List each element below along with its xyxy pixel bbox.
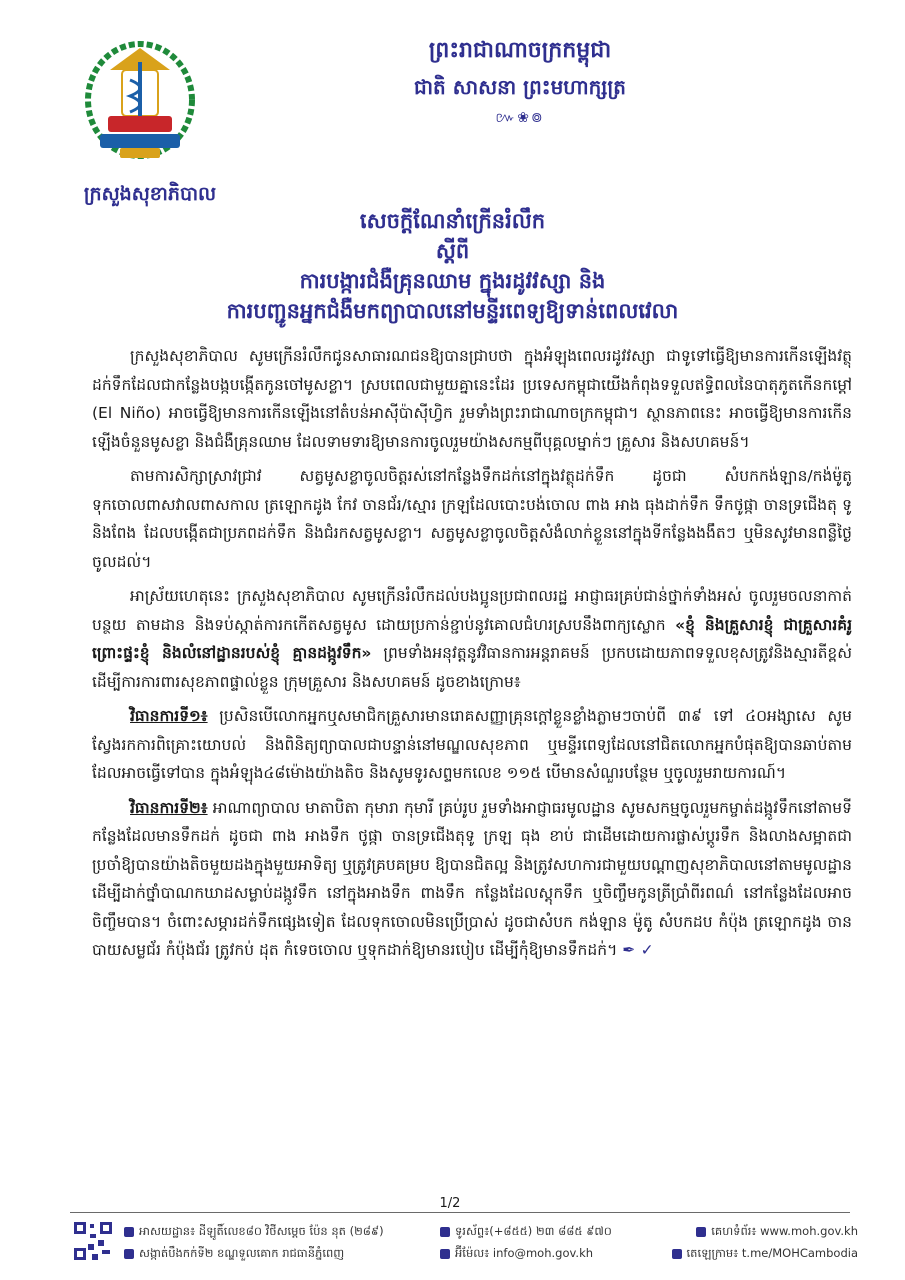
address-line-1: អាសយដ្ឋាន៖ ដីឡូតិ៍លេខ៨០ វិថីសម្ដេច ប៉ែន នុត (២៨៩) [139, 1224, 384, 1238]
ministry-logo [80, 40, 200, 170]
measure-1 [92, 702, 852, 788]
ornament-divider: ៚❀៙ [495, 110, 545, 126]
kingdom-heading: ព្រះរាជាណាចក្រកម្ពុជា [428, 37, 612, 63]
appeal-text: អាស្រ័យហេតុនេះ ក្រសួងសុខាភិបាល សូមក្រើនរំលឹកដល់បងប្អូនប្រជាពលរដ្ឋ អាជ្ញាធរគ្រប់ជាន់ថ្នាក់ទាំងអស់ ចូលរួមចលនាកាត់បន្ថយ តាមដាន និងទប់ស្កាត់ការកកើតសត្វមូស ដោយប្រកាន់ខ្ជាប់នូវគោលជំហរស្របនឹងពាក្យស្លោក [92, 587, 852, 634]
page-number: 1/2 [439, 1196, 461, 1211]
website-link[interactable]: គេហទំព័រ៖ www.moh.gov.kh [711, 1224, 858, 1238]
national-motto: ជាតិ សាសនា ព្រះមហាក្សត្រ [414, 75, 626, 99]
telegram-icon [672, 1249, 682, 1259]
initial-signature: ✒ ✓ [622, 941, 654, 959]
appeal-text-continued: ព្រមទាំងអនុវត្តនូវវិធានការអន្តរាគមន៍ ប្រកបដោយភាពទទួលខុសត្រូវនិងស្មារតីខ្ពស់ ដើម្បីការការពារសុខភាពផ្ទាល់ខ្លួន ក្រុមគ្រួសារ និងសហគមន៍ ដូចខាងក្រោម៖ [92, 644, 853, 691]
globe-icon [696, 1227, 706, 1237]
email-address[interactable]: អ៊ីម៉ែល៖ info@moh.gov.kh [455, 1246, 594, 1260]
email-icon [440, 1249, 450, 1259]
phone-icon [440, 1227, 450, 1237]
telegram-link[interactable]: តេឡេក្រាម៖ t.me/MOHCambodia [686, 1246, 858, 1260]
title-subject-2: ការបញ្ជូនអ្នកជំងឺមកព្យាបាលនៅមន្ទីរពេទ្យឱ្យទាន់ពេលវេលា [226, 298, 679, 323]
measure-1-label: វិធានការទី១៖ [130, 707, 208, 725]
measure-2 [92, 794, 852, 965]
document-body [92, 342, 852, 971]
address-line-2: សង្កាត់បឹងកក់ទី២ ខណ្ឌទួលគោក រាជធានីភ្នំពេញ [139, 1246, 345, 1260]
paragraph-research: តាមការសិក្សាស្រាវជ្រាវ សត្វមូសខ្លាចូលចិត្តរស់នៅកន្លែងទឹកដក់នៅក្នុងវត្ថុដក់ទឹក ដូចជា សំបកកង់ឡាន/កង់ម៉ូតូទុកចោលពាសវាលពាសកាល ត្រឡោកដូង កែវ ចានជ័រ/ស្មោរ ក្រឡដែលបោះបង់ចោល ពាង អាង ធុងដាក់ទឹក ទឹកថូផ្កា ចានទ្រជើងតុ ទូ និងពែង ដែលបង្កើតជាប្រភពដក់ទឹក និងជំរកសត្វមូសខ្លា។ សត្វមូសខ្លាចូលចិត្តសំងំលាក់ខ្លួននៅក្នុងទីកន្លែងងងឹតៗ ឬមិនសូវមានពន្លឺថ្ងៃចូលដល់។ [92, 467, 852, 571]
footer-online [668, 1220, 858, 1264]
document-title-block [100, 206, 805, 326]
measure-1-text: ប្រសិនបើលោកអ្នកឬសមាជិកគ្រួសារមានរោគសញ្ញាគ្រុនក្ដៅខ្លួនខ្លាំងភ្លាមៗចាប់ពី ៣៩ ទៅ ៤០អង្សាសេ សូមស្វែងរកការពិគ្រោះយោបល់ និងពិនិត្យព្យាបាលជាបន្ទាន់នៅមណ្ឌលសុខភាព ឬមន្ទីរពេទ្យដែលនៅជិតលោកអ្នកបំផុតឱ្យបានឆាប់តាមដែលអាចធ្វើទៅបាន ក្នុងអំឡុង៤៨ម៉ោងយ៉ាងតិច និងសូមទូរសព្ទមកលេខ ១១៥ បើមានសំណួរបន្ថែម ឬចូលរួមរាយការណ៍។ [92, 707, 852, 782]
slogan: «ខ្ញុំ និងគ្រួសារខ្ញុំ ជាគ្រួសារគំរូ ព្រោះផ្ទះខ្ញុំ និងលំនៅដ្ឋានរបស់ខ្ញុំ គ្មានដង្កូវទឹក» [92, 615, 852, 662]
document-type: សេចក្ដីណែនាំក្រើនរំលឹក [359, 208, 546, 233]
title-about: ស្ដីពី [435, 238, 470, 263]
building-icon [124, 1249, 134, 1259]
qr-code-icon [72, 1220, 114, 1262]
phone-number: ទូរស័ព្ទ៖(+៨៥៥) ២៣ ៨៨៥ ៩៧០ [455, 1224, 612, 1238]
paragraph-appeal [92, 582, 852, 696]
footer-address [124, 1220, 414, 1264]
ministry-name: ក្រសួងសុខាភិបាល [83, 183, 217, 205]
measure-2-label: វិធានការទី២៖ [130, 798, 208, 817]
paragraph-intro: ក្រសួងសុខាភិបាល សូមក្រើនរំលឹកជូនសាធារណជនឱ្យបានជ្រាបថា ក្នុងអំឡុងពេលរដូវវស្សា ជាទូទៅធ្វើឱ្យមានការកើនឡើងវត្ថុដក់ទឹកដែលជាកន្លែងបង្កបង្កើតកូនចៅមូសខ្លា។ ស្របពេលជាមួយគ្នានេះដែរ ប្រទេសកម្ពុជាយើងកំពុងទទួលឥទ្ធិពលនៃបាតុភូតកើនកម្ដៅ (El Niño) អាចធ្វើឱ្យមានការកើនឡើងនៅតំបន់អាស៊ីប៉ាស៊ីហ្វិក រួមទាំងព្រះរាជាណាចក្រកម្ពុជា។ ស្ថានភាពនេះ អាចធ្វើឱ្យមានការកើនឡើងចំនួនមូសខ្លា និងជំងឺគ្រុនឈាម ដែលទាមទារឱ្យមានការចូលរួមយ៉ាងសកម្មពីបុគ្គលម្នាក់ៗ គ្រួសារ និងសហគមន៍។ [92, 347, 852, 451]
footer-divider [70, 1212, 850, 1213]
title-subject-1: ការបង្ការជំងឺគ្រុនឈាម ក្នុងរដូវវស្សា និង [299, 268, 606, 293]
footer-contact [440, 1220, 660, 1264]
location-icon [124, 1227, 134, 1237]
measure-2-text: អាណាព្យាបាល មាតាបិតា កុមារា កុមារី គ្រប់រូប រួមទាំងអាជ្ញាធរមូលដ្ឋាន សូមសកម្មចូលរួមកម្ចាត់ដង្កូវទឹកនៅតាមទីកន្លែងដែលមានទឹកដក់ ដូចជា ពាង អាងទឹក ថូផ្កា ចានទ្រជើងតុទូ ក្រឡ ធុង ខាប់ ជាដើមដោយការផ្លាស់ប្ដូរទឹក និងលាងសម្អាតជាប្រចាំឱ្យបានយ៉ាងតិចមួយដងក្នុងមួយអាទិត្យ ឬត្រូវគ្របគម្រប ឱ្យបានជិតល្អ និងត្រូវសហការជាមួយបណ្ដាញសុខាភិបាលនៅតាមមូលដ្ឋាន ដើម្បីដាក់ថ្នាំបាណកឃាដសម្លាប់ដង្កូវទឹក នៅក្នុងអាងទឹក ពាងទឹក កន្លែងដែលស្តុកទឹក ឬចិញ្ចឹមកូនត្រីប្រាំពីរពណ៌ នៅកន្លែងដែលអាចចិញ្ចឹមបាន។ ចំពោះសម្ភារដក់ទឹកផ្សេងទៀត ដែលទុកចោលមិនប្រើប្រាស់ ដូចជាសំបក កង់ឡាន ម៉ូតូ សំបកដប កំប៉ុង ត្រឡោកដូង ចានបាយសម្លជ័រ កំប៉ុងជ័រ ត្រូវកប់ ដុត កំទេចចោល ឬទុកដាក់ឱ្យមានរបៀប ដើម្បីកុំឱ្យមានទឹកដក់។ [92, 798, 852, 959]
